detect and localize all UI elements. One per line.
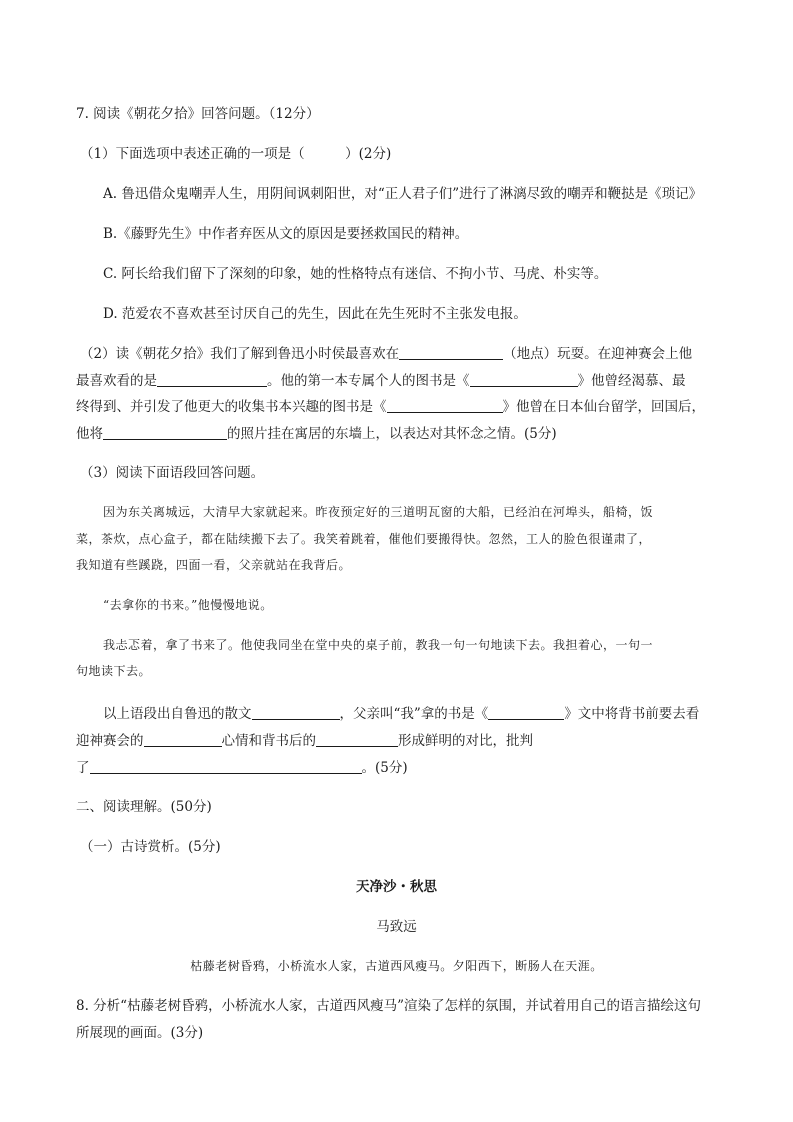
q7-part2-line1 — [80, 345, 692, 362]
q7-part2-text: 终得到、并引发了他更大的收集书本兴趣的图书是《 — [76, 399, 387, 415]
excerpt-line: 我忐忑着，拿了书来了。他使我同坐在堂中央的桌子前，教我一句一句地读下去。我担着心，一句一 — [103, 638, 654, 652]
excerpt-line: “去拿你的书来。”他慢慢地说。 — [103, 598, 273, 612]
q7-part3-text: 了 — [76, 760, 90, 776]
q7-part2-line4 — [76, 425, 557, 442]
answer-blank[interactable] — [316, 732, 398, 747]
q7-part3-answer-line2 — [76, 732, 533, 749]
q7-part2-text: 的照片挂在寓居的东墙上，以表达对其怀念之情。(5分) — [227, 426, 557, 442]
poem-author: 马致远 — [376, 919, 417, 935]
excerpt-line: 菜，茶炊，点心盒子，都在陆续搬下去了。我笑着跳着，催他们要搬得快。忽然，工人的脸色很谨肃了， — [76, 532, 652, 546]
q7-part2-text: 。他的第一本专属个人的图书是《 — [267, 373, 470, 389]
section2-title: 二、阅读理解。(50分) — [76, 799, 212, 815]
q7-part2-text: （地点）玩耍。在迎神赛会上他 — [503, 346, 693, 362]
q7-title: 7. 阅读《朝花夕拾》回答问题。（12分） — [76, 106, 320, 122]
answer-blank[interactable] — [399, 345, 503, 360]
q7-option-a: A. 鲁迅借众鬼嘲弄人生，用阴间讽刺阳世，对“正人君子们”进行了淋漓尽致的嘲弄和鞭挞是《琐记》 — [103, 186, 703, 202]
answer-blank[interactable] — [488, 705, 564, 720]
q7-part3-text: 迎神赛会的 — [76, 733, 144, 749]
excerpt-line: 我知道有些蹊跷，四面一看，父亲就站在我背后。 — [76, 558, 352, 572]
q8-line2: 所展现的画面。(3分) — [76, 1025, 204, 1041]
q7-part3-text: 心情和背书后的 — [221, 733, 316, 749]
answer-blank[interactable] — [157, 372, 267, 387]
poem-text: 枯藤老树昏鸦，小桥流水人家，古道西风瘦马。夕阳西下，断肠人在天涯。 — [190, 959, 603, 973]
excerpt-line: 句地读下去。 — [76, 664, 152, 678]
answer-blank[interactable] — [103, 425, 227, 440]
answer-blank[interactable] — [144, 732, 222, 747]
q7-part3-text: 形成鲜明的对比，批判 — [398, 733, 533, 749]
poem-title: 天净沙・秋思 — [356, 879, 437, 895]
q8-line1: 8. 分析“枯藤老树昏鸦，小桥流水人家，古道西风瘦马”渲染了怎样的氛围，并试着用自己的语言描绘这句 — [76, 998, 701, 1014]
q7-part3-text: ，父亲叫“我”拿的书是《 — [339, 706, 489, 722]
section2-sub1: （一）古诗赏析。(5分) — [80, 839, 221, 855]
q7-part3-text: 以上语段出自鲁迅的散文 — [103, 706, 252, 722]
q7-part3-answer-line3 — [76, 759, 408, 776]
q7-part2-text: 》他曾经渴慕、最 — [577, 373, 686, 389]
q7-part2-text: 》他曾在日本仙台留学，回国后， — [502, 399, 705, 415]
q7-option-c: C. 阿长给我们留下了深刻的印象，她的性格特点有迷信、不拘小节、马虎、朴实等。 — [103, 266, 608, 282]
answer-blank[interactable] — [90, 759, 362, 774]
q7-part2-line3 — [76, 398, 705, 415]
answer-blank[interactable] — [252, 705, 340, 720]
answer-blank[interactable] — [387, 398, 503, 413]
q7-part3-text: 》文中将背书前要去看 — [564, 706, 700, 722]
q7-part3-text: 。(5分) — [361, 760, 408, 776]
q7-part2-text: 他将 — [76, 426, 103, 442]
q7-option-d: D. 范爱农不喜欢甚至讨厌自己的先生，因此在先生死时不主张发电报。 — [103, 306, 527, 322]
q7-part2-text: （2）读《朝花夕拾》我们了解到鲁迅小时侯最喜欢在 — [80, 346, 400, 362]
q7-part2-line2 — [76, 372, 686, 389]
q7-option-b: B.《藤野先生》中作者弃医从文的原因是要拯救国民的精神。 — [103, 226, 469, 242]
q7-part1-stem: （1）下面选项中表述正确的一项是（ ）(2分) — [80, 146, 392, 162]
q7-part2-text: 最喜欢看的是 — [76, 373, 157, 389]
excerpt-line: 因为东关离城远，大清早大家就起来。昨夜预定好的三道明瓦窗的大船，已经泊在河埠头，船椅，饭 — [103, 505, 654, 519]
q7-part3-answer-line1 — [103, 705, 699, 722]
q7-part3-stem: （3）阅读下面语段回答问题。 — [80, 465, 265, 481]
answer-blank[interactable] — [470, 372, 578, 387]
